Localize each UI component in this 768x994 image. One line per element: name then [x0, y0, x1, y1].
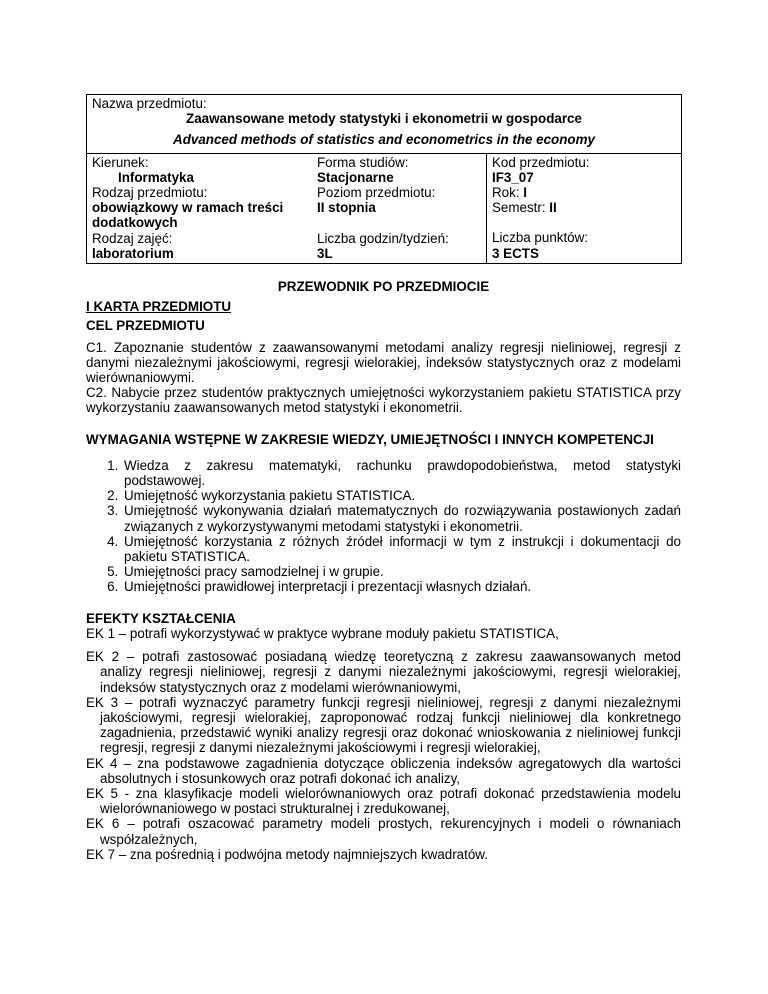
punktow-value: 3 ECTS	[492, 245, 539, 261]
punktow-label: Liczba punktów:	[492, 230, 589, 246]
wymagania-item: 3. Umiejętność wykonywania działań matematycznych do rozwiązywania postawionych zadań związanych z wykorzystywanymi metodami statystyki i ekonometrii.	[122, 503, 681, 533]
semestr-label: Semestr:	[492, 200, 550, 216]
efekty-list	[86, 626, 681, 862]
course-title-pl: Zaawansowane metody statystyki i ekonometrii w gospodarce	[186, 111, 582, 127]
godzin-label: Liczba godzin/tydzień:	[317, 230, 449, 246]
kod-label: Kod przedmiotu:	[492, 154, 590, 170]
efekty-item: EK 7 – zna pośrednią i podwójna metody najmniejszych kwadratów.	[86, 846, 488, 862]
cel-section	[86, 340, 681, 416]
kierunek-label: Kierunek:	[92, 154, 149, 170]
efekty-item: EK 4 – zna podstawowe zagadnienia dotyczące obliczenia indeksów agregatowych dla wartości absolutnych i stosunkowych oraz potrafi dokonać ich analizy,	[86, 755, 681, 786]
forma-value: Stacjonarne	[317, 169, 394, 185]
course-header-table	[86, 94, 682, 264]
course-name-label: Nazwa przedmiotu:	[92, 96, 207, 111]
rodzaj-label: Rodzaj przedmiotu:	[92, 185, 208, 201]
rodzaj-value: obowiązkowy w ramach treści dodatkowych	[92, 200, 284, 231]
poziom-label: Poziom przedmiotu:	[317, 185, 436, 201]
course-details-cell	[87, 153, 487, 263]
rok-value: I	[523, 185, 527, 201]
cel-item-c1: C1. Zapoznanie studentów z zaawansowanymi metodami analizy regresji nieliniowej, regresji z danymi niezależnymi jakościowymi, regresji wielorakiej, indeksów statystycznych oraz z modelami wierównaniowymi.	[86, 339, 681, 386]
wymagania-item: 5. Umiejętności pracy samodzielnej i w grupie.	[122, 564, 681, 579]
wymagania-list	[86, 458, 681, 595]
efekty-item: EK 6 – potrafi oszacować parametry modeli prostych, rekurencyjnych i modeli o równaniach współzależnych,	[86, 816, 681, 847]
cel-title: CEL PRZEDMIOTU	[86, 318, 205, 334]
wymagania-title: WYMAGANIA WSTĘPNE W ZAKRESIE WIEDZY, UMIEJĘTNOŚCI I INNYCH KOMPETENCJI	[86, 431, 654, 447]
poziom-value: II stopnia	[317, 200, 376, 216]
kierunek-value: Informatyka	[118, 169, 194, 185]
wymagania-item: 1. Wiedza z zakresu matematyki, rachunku prawdopodobieństwa, metod statystyki podstawowej.	[122, 458, 681, 488]
godzin-value: 3L	[317, 245, 333, 261]
course-title-en: Advanced methods of statistics and econometrics in the economy	[173, 132, 595, 148]
karta-title: I KARTA PRZEDMIOTU	[86, 299, 232, 315]
wymagania-item: 4. Umiejętność korzystania z różnych źródeł informacji w tym z instrukcji i dokumentacji do pakietu STATISTICA.	[122, 534, 681, 564]
efekty-item: EK 1 – potrafi wykorzystywać w praktyce wybrane moduły pakietu STATISTICA,	[86, 625, 559, 641]
course-code-cell	[487, 153, 682, 263]
efekty-item: EK 2 – potrafi zastosować posiadaną wiedzę teoretyczną z zakresu zaawansowanych metod analizy regresji nieliniowej, regresji z danymi niezależnymi jakościowymi, regresji wielorakiej, indeksów statystycznych oraz z modelami wierównaniowymi,	[86, 649, 681, 695]
forma-label: Forma studiów:	[317, 154, 409, 170]
rok-label: Rok:	[492, 185, 524, 201]
zajec-value: laboratorium	[92, 245, 174, 261]
zajec-label: Rodzaj zajęć:	[92, 230, 173, 246]
efekty-item: EK 5 - zna klasyfikacje modeli wielorównaniowych oraz potrafi dokonać przedstawienia modelu wielorównaniowego w postaci strukturalnej i zredukowanej,	[86, 785, 681, 817]
guide-title: PRZEWODNIK PO PRZEDMIOCIE	[277, 279, 490, 295]
efekty-title: EFEKTY KSZTAŁCENIA	[86, 610, 236, 626]
semestr-value: II	[549, 200, 557, 216]
efekty-item: EK 3 – potrafi wyznaczyć parametry funkcji regresji nieliniowej, regresji z danymi niezależnymi jakościowymi, regresji wielorakiej, zaproponować rodzaj funkcji nieliniowej dla konkretnego zagadnienia, przedstawić wyniki analizy regresji oraz dokonać wnioskowania z nieliniowej funkcji regresji, regresji z danymi niezależnymi jakościowymi i regresji wielorakiej,	[86, 694, 681, 756]
course-name-cell	[87, 95, 682, 154]
document-page	[86, 94, 681, 862]
kod-value: IF3_07	[492, 169, 534, 185]
cel-item-c2: C2. Nabycie przez studentów praktycznych umiejętności wykorzystaniem pakietu STATISTICA przy wykorzystaniu zaawansowanych metod statystyki i ekonometrii.	[86, 385, 681, 416]
wymagania-item: 6. Umiejętności prawidłowej interpretacji i prezentacji własnych działań.	[122, 579, 681, 594]
wymagania-item: 2. Umiejętność wykorzystania pakietu STATISTICA.	[122, 488, 681, 503]
